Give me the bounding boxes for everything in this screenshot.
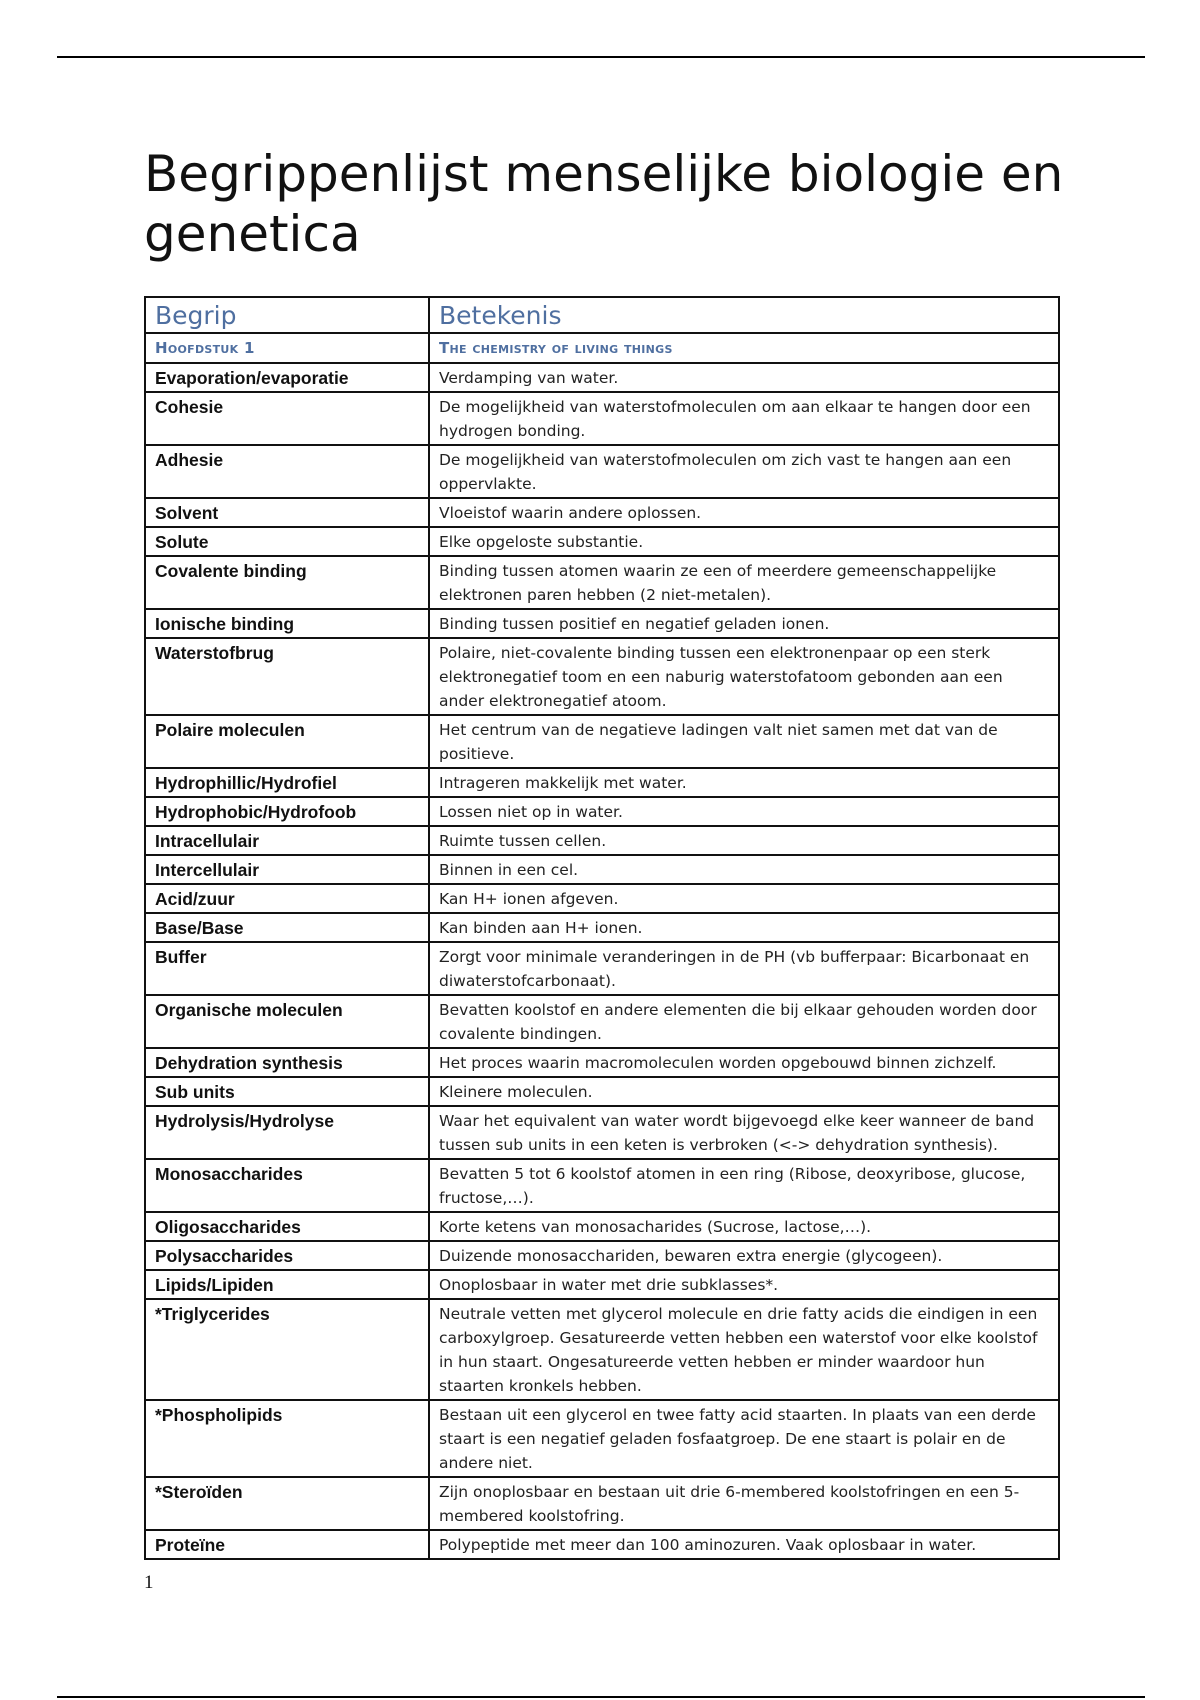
chapter-row	[145, 333, 1059, 363]
table-row	[145, 1400, 1059, 1477]
definition-cell: Waar het equivalent van water wordt bijgevoegd elke keer wanneer de band tussen sub units in een keten is verbroken (<-> dehydration synthesis).	[429, 1106, 1059, 1159]
header-term: Begrip	[145, 297, 429, 333]
table-row	[145, 855, 1059, 884]
term-cell: *Steroïden	[145, 1477, 429, 1530]
table-header-row	[145, 297, 1059, 333]
footer-rule	[57, 1696, 1145, 1698]
definition-cell: Het centrum van de negatieve ladingen valt niet samen met dat van de positieve.	[429, 715, 1059, 768]
table-row	[145, 1270, 1059, 1299]
term-cell: Sub units	[145, 1077, 429, 1106]
term-cell: Hydrophillic/Hydrofiel	[145, 768, 429, 797]
term-cell: Monosaccharides	[145, 1159, 429, 1212]
term-cell: *Triglycerides	[145, 1299, 429, 1400]
table-row	[145, 1241, 1059, 1270]
term-cell: *Phospholipids	[145, 1400, 429, 1477]
term-cell: Solute	[145, 527, 429, 556]
term-cell: Proteïne	[145, 1530, 429, 1559]
term-cell: Ionische binding	[145, 609, 429, 638]
table-row	[145, 1159, 1059, 1212]
page-number: 1	[144, 1572, 154, 1593]
chapter-label: Hoofdstuk 1	[145, 333, 429, 363]
table-row	[145, 609, 1059, 638]
definition-cell: Intrageren makkelijk met water.	[429, 768, 1059, 797]
definition-cell: Ruimte tussen cellen.	[429, 826, 1059, 855]
definition-cell: Binnen in een cel.	[429, 855, 1059, 884]
table-row	[145, 1212, 1059, 1241]
table-row	[145, 1299, 1059, 1400]
term-cell: Polaire moleculen	[145, 715, 429, 768]
definition-cell: Elke opgeloste substantie.	[429, 527, 1059, 556]
table-row	[145, 715, 1059, 768]
header-rule	[57, 56, 1145, 58]
definition-cell: Verdamping van water.	[429, 363, 1059, 392]
definition-cell: Binding tussen atomen waarin ze een of meerdere gemeenschappelijke elektronen paren hebben (2 niet-metalen).	[429, 556, 1059, 609]
definition-cell: Bevatten 5 tot 6 koolstof atomen in een ring (Ribose, deoxyribose, glucose, fructose,…).	[429, 1159, 1059, 1212]
chapter-title: The chemistry of living things	[429, 333, 1059, 363]
definition-cell: Duizende monosacchariden, bewaren extra energie (glycogeen).	[429, 1241, 1059, 1270]
glossary-table	[144, 296, 1060, 1560]
header-definition: Betekenis	[429, 297, 1059, 333]
term-cell: Solvent	[145, 498, 429, 527]
table-row	[145, 826, 1059, 855]
term-cell: Intracellulair	[145, 826, 429, 855]
definition-cell: Kan H+ ionen afgeven.	[429, 884, 1059, 913]
term-cell: Buffer	[145, 942, 429, 995]
definition-cell: Neutrale vetten met glycerol molecule en drie fatty acids die eindigen in een carboxylgroep. Gesatureerde vetten hebben een waterstof voor elke koolstof in hun staart. Ongesatureerde vetten hebben er minder waardoor hun staarten kronkels hebben.	[429, 1299, 1059, 1400]
definition-cell: Polaire, niet-covalente binding tussen een elektronenpaar op een sterk elektronegatief toom en een naburig waterstofatoom gebonden aan een ander elektronegatief atoom.	[429, 638, 1059, 715]
term-cell: Hydrolysis/Hydrolyse	[145, 1106, 429, 1159]
definition-cell: Lossen niet op in water.	[429, 797, 1059, 826]
table-row	[145, 884, 1059, 913]
term-cell: Covalente binding	[145, 556, 429, 609]
table-row	[145, 1530, 1059, 1559]
term-cell: Cohesie	[145, 392, 429, 445]
term-cell: Oligosaccharides	[145, 1212, 429, 1241]
table-row	[145, 498, 1059, 527]
definition-cell: Onoplosbaar in water met drie subklasses*.	[429, 1270, 1059, 1299]
term-cell: Acid/zuur	[145, 884, 429, 913]
definition-cell: Binding tussen positief en negatief geladen ionen.	[429, 609, 1059, 638]
term-cell: Polysaccharides	[145, 1241, 429, 1270]
definition-cell: De mogelijkheid van waterstofmoleculen om aan elkaar te hangen door een hydrogen bonding.	[429, 392, 1059, 445]
table-row	[145, 797, 1059, 826]
table-row	[145, 527, 1059, 556]
table-row	[145, 392, 1059, 445]
definition-cell: Zorgt voor minimale veranderingen in de PH (vb bufferpaar: Bicarbonaat en diwaterstofcarbonaat).	[429, 942, 1059, 995]
table-row	[145, 1077, 1059, 1106]
definition-cell: Het proces waarin macromoleculen worden opgebouwd binnen zichzelf.	[429, 1048, 1059, 1077]
term-cell: Lipids/Lipiden	[145, 1270, 429, 1299]
definition-cell: De mogelijkheid van waterstofmoleculen om zich vast te hangen aan een oppervlakte.	[429, 445, 1059, 498]
table-row	[145, 638, 1059, 715]
table-row	[145, 995, 1059, 1048]
table-row	[145, 768, 1059, 797]
term-cell: Intercellulair	[145, 855, 429, 884]
definition-cell: Zijn onoplosbaar en bestaan uit drie 6-membered koolstofringen en een 5-membered koolstofring.	[429, 1477, 1059, 1530]
table-row	[145, 445, 1059, 498]
definition-cell: Bevatten koolstof en andere elementen die bij elkaar gehouden worden door covalente bindingen.	[429, 995, 1059, 1048]
table-row	[145, 1106, 1059, 1159]
table-row	[145, 556, 1059, 609]
table-row	[145, 1477, 1059, 1530]
term-cell: Base/Base	[145, 913, 429, 942]
definition-cell: Kan binden aan H+ ionen.	[429, 913, 1059, 942]
term-cell: Hydrophobic/Hydrofoob	[145, 797, 429, 826]
definition-cell: Bestaan uit een glycerol en twee fatty acid staarten. In plaats van een derde staart is een negatief geladen fosfaatgroep. De ene staart is polair en de andere niet.	[429, 1400, 1059, 1477]
table-row	[145, 913, 1059, 942]
term-cell: Waterstofbrug	[145, 638, 429, 715]
definition-cell: Vloeistof waarin andere oplossen.	[429, 498, 1059, 527]
definition-cell: Polypeptide met meer dan 100 aminozuren. Vaak oplosbaar in water.	[429, 1530, 1059, 1559]
table-row	[145, 942, 1059, 995]
term-cell: Evaporation/evaporatie	[145, 363, 429, 392]
term-cell: Adhesie	[145, 445, 429, 498]
term-cell: Organische moleculen	[145, 995, 429, 1048]
table-row	[145, 1048, 1059, 1077]
table-row	[145, 363, 1059, 392]
definition-cell: Kleinere moleculen.	[429, 1077, 1059, 1106]
term-cell: Dehydration synthesis	[145, 1048, 429, 1077]
definition-cell: Korte ketens van monosacharides (Sucrose, lactose,…).	[429, 1212, 1059, 1241]
document-title: Begrippenlijst menselijke biologie en genetica	[144, 145, 1064, 263]
